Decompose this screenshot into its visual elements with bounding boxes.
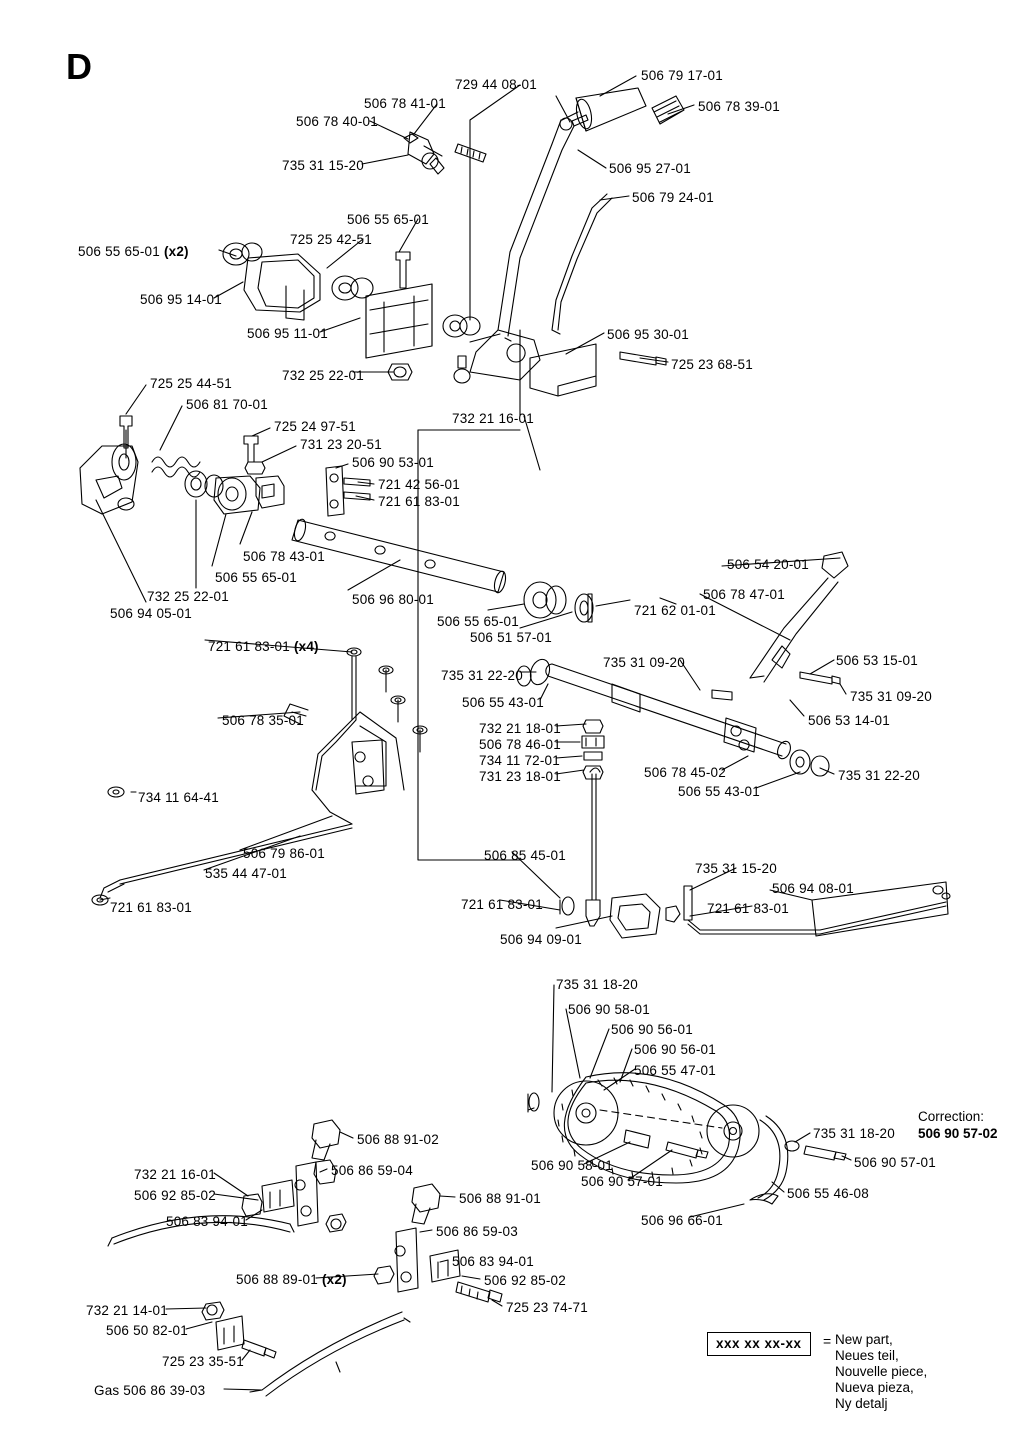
part-label-l18 (150, 376, 232, 391)
part-number-text: 506 92 85-02 (134, 1188, 216, 1203)
part-label-l23 (378, 477, 460, 492)
part-number-text: 721 61 83-01 (707, 901, 789, 916)
part-label-l16 (282, 368, 364, 383)
part-number-text: 506 90 53-01 (352, 455, 434, 470)
part-label-l10 (290, 232, 372, 247)
part-number-text: 506 94 09-01 (500, 932, 582, 947)
part-label-l78 (452, 1254, 534, 1269)
part-label-l60 (556, 977, 638, 992)
part-label-l35 (836, 653, 918, 668)
part-number-text: 506 95 30-01 (607, 327, 689, 342)
part-label-l27 (147, 589, 229, 604)
part-number-text: 506 81 70-01 (186, 397, 268, 412)
part-number-text: 506 78 39-01 (698, 99, 780, 114)
part-number-text: 506 96 66-01 (641, 1213, 723, 1228)
part-number-text: 735 31 22-20 (441, 668, 523, 683)
part-label-l80 (484, 1273, 566, 1288)
part-number-text: 506 88 91-02 (357, 1132, 439, 1147)
new-part-legend (707, 1332, 928, 1411)
part-label-l84 (162, 1354, 244, 1369)
part-number-text: 506 55 43-01 (678, 784, 760, 799)
part-number-text: 721 61 83-01 (461, 897, 543, 912)
legend-line-de: Neues teil, (835, 1348, 899, 1363)
legend-translations (835, 1332, 927, 1412)
part-number-text: 506 55 47-01 (634, 1063, 716, 1078)
part-number-text: 506 95 27-01 (609, 161, 691, 176)
part-label-l43 (479, 721, 561, 736)
part-number-text: 721 61 83-01 (378, 494, 460, 509)
part-label-l63 (634, 1042, 716, 1057)
part-number-text: 506 79 17-01 (641, 68, 723, 83)
part-label-l37 (808, 713, 890, 728)
part-label-l50 (138, 790, 219, 805)
part-label-l57 (461, 897, 543, 912)
part-number-text: 725 25 42-51 (290, 232, 372, 247)
part-label-l7 (609, 161, 691, 176)
part-label-l74 (134, 1188, 216, 1203)
correction-title: Correction: (918, 1109, 985, 1124)
part-label-l52 (205, 866, 287, 881)
legend-line-en: New part, (835, 1332, 893, 1347)
part-number-text: 735 31 09-20 (603, 655, 685, 670)
part-number-text: 506 55 46-08 (787, 1186, 869, 1201)
part-number-text: 535 44 47-01 (205, 866, 287, 881)
part-number-text: 735 31 18-20 (813, 1126, 895, 1141)
part-label-l3 (698, 99, 780, 114)
part-number-text: 506 85 45-01 (484, 848, 566, 863)
part-label-l69 (787, 1186, 869, 1201)
part-label-l15 (671, 357, 753, 372)
part-number-text: Gas 506 86 39-03 (94, 1383, 206, 1398)
part-number-text: 506 55 43-01 (462, 695, 544, 710)
part-label-l24 (378, 494, 460, 509)
part-number-text: 506 90 58-01 (531, 1158, 613, 1173)
legend-code: xxx xx xx-xx (707, 1332, 811, 1356)
legend-line-fr: Nouvelle piece, (835, 1364, 928, 1379)
part-label-l26 (215, 570, 297, 585)
part-label-l12 (140, 292, 222, 307)
part-number-text: 506 88 91-01 (459, 1191, 541, 1206)
part-label-l33 (727, 557, 809, 572)
part-quantity-text: (x2) (163, 244, 189, 259)
legend-equals: = (823, 1333, 832, 1349)
part-number-text: 506 78 46-01 (479, 737, 561, 752)
part-label-l41 (208, 639, 319, 654)
part-number-text: 506 78 45-02 (644, 765, 726, 780)
part-number-text: 506 55 65-01 (437, 614, 519, 629)
part-label-l79 (236, 1272, 347, 1287)
legend-line-sv: Ny detalj (835, 1396, 888, 1411)
part-label-l47 (644, 765, 726, 780)
part-number-text: 725 23 35-51 (162, 1354, 244, 1369)
part-number-text: 721 42 56-01 (378, 477, 460, 492)
part-quantity-text: (x2) (321, 1272, 347, 1287)
part-label-l66 (854, 1155, 936, 1170)
part-number-text: 506 86 59-04 (331, 1163, 413, 1178)
part-label-l1 (641, 68, 723, 83)
part-label-l53 (110, 900, 192, 915)
part-label-l64 (634, 1063, 716, 1078)
part-number-text: 506 54 20-01 (727, 557, 809, 572)
part-label-l39 (441, 668, 523, 683)
part-number-text: 732 21 14-01 (86, 1303, 168, 1318)
correction-note (918, 1108, 998, 1142)
part-number-text: 506 90 57-01 (854, 1155, 936, 1170)
part-label-l83 (106, 1323, 188, 1338)
part-number-text: 735 31 22-20 (838, 768, 920, 783)
part-number-text: 725 25 44-51 (150, 376, 232, 391)
part-label-l54 (484, 848, 566, 863)
part-label-l28 (352, 592, 434, 607)
part-label-l67 (531, 1158, 613, 1173)
part-number-text: 732 25 22-01 (147, 589, 229, 604)
part-label-l25 (243, 549, 325, 564)
part-label-l55 (695, 861, 777, 876)
part-number-text: 735 31 09-20 (850, 689, 932, 704)
part-label-l73 (134, 1167, 216, 1182)
part-label-l75 (459, 1191, 541, 1206)
part-label-l58 (707, 901, 789, 916)
part-number-text: 735 31 15-20 (282, 158, 364, 173)
part-label-l82 (86, 1303, 168, 1318)
part-number-text: 731 23 20-51 (300, 437, 382, 452)
part-label-l17 (452, 411, 534, 426)
part-quantity-text: (x4) (293, 639, 319, 654)
part-number-text: 734 11 64-41 (138, 790, 219, 805)
part-number-text: 506 92 85-02 (484, 1273, 566, 1288)
part-label-l4 (364, 96, 446, 111)
part-number-text: 506 95 14-01 (140, 292, 222, 307)
part-label-l85 (94, 1383, 205, 1398)
part-label-l6 (282, 158, 364, 173)
part-number-text: 506 94 08-01 (772, 881, 854, 896)
part-number-text: 729 44 08-01 (455, 77, 537, 92)
part-label-l19 (186, 397, 268, 412)
part-label-l11 (78, 244, 189, 259)
part-label-l20 (274, 419, 356, 434)
part-label-l65 (813, 1126, 895, 1141)
part-number-text: 731 23 18-01 (479, 769, 561, 784)
part-label-l49 (838, 768, 920, 783)
part-label-l22 (352, 455, 434, 470)
part-number-text: 506 90 58-01 (568, 1002, 650, 1017)
part-label-l62 (611, 1022, 693, 1037)
part-label-l71 (357, 1132, 439, 1147)
part-number-text: 506 88 89-01 (236, 1272, 318, 1287)
part-number-text: 721 61 83-01 (208, 639, 290, 654)
part-number-text: 732 21 16-01 (452, 411, 534, 426)
part-number-text: 506 53 15-01 (836, 653, 918, 668)
part-label-l68 (581, 1174, 663, 1189)
part-label-l42 (222, 713, 304, 728)
part-number-text: 506 79 24-01 (632, 190, 714, 205)
part-label-l32 (634, 603, 716, 618)
part-number-text: 506 78 43-01 (243, 549, 325, 564)
part-number-text: 506 86 59-03 (436, 1224, 518, 1239)
part-label-l9 (347, 212, 429, 227)
part-number-text: 506 78 47-01 (703, 587, 785, 602)
part-label-l59 (500, 932, 582, 947)
part-label-l81 (506, 1300, 588, 1315)
part-label-l30 (437, 614, 519, 629)
part-number-text: 506 78 40-01 (296, 114, 378, 129)
part-number-text: 732 25 22-01 (282, 368, 364, 383)
part-label-l13 (247, 326, 328, 341)
part-label-l2 (455, 77, 537, 92)
part-label-l29 (110, 606, 192, 621)
part-number-text: 506 79 86-01 (243, 846, 325, 861)
part-number-text: 506 53 14-01 (808, 713, 890, 728)
part-label-l34 (703, 587, 785, 602)
part-label-l76 (166, 1214, 248, 1229)
part-label-l40 (462, 695, 544, 710)
part-number-text: 732 21 16-01 (134, 1167, 216, 1182)
part-label-l8 (632, 190, 714, 205)
part-label-l70 (641, 1213, 723, 1228)
part-number-text: 506 78 35-01 (222, 713, 304, 728)
correction-part-number: 506 90 57-02 (918, 1126, 998, 1141)
part-label-l72 (331, 1163, 413, 1178)
part-number-text: 725 23 74-71 (506, 1300, 588, 1315)
part-number-text: 506 55 65-01 (78, 244, 160, 259)
part-label-l36 (850, 689, 932, 704)
part-number-text: 735 31 18-20 (556, 977, 638, 992)
part-number-text: 721 61 83-01 (110, 900, 192, 915)
part-label-l14 (607, 327, 689, 342)
part-number-text: 721 62 01-01 (634, 603, 716, 618)
part-label-l5 (296, 114, 378, 129)
part-number-text: 506 55 65-01 (215, 570, 297, 585)
part-number-text: 506 90 57-01 (581, 1174, 663, 1189)
part-number-text: 506 50 82-01 (106, 1323, 188, 1338)
part-number-text: 506 95 11-01 (247, 326, 328, 341)
part-label-l44 (479, 737, 561, 752)
part-number-text: 506 55 65-01 (347, 212, 429, 227)
part-number-text: 506 94 05-01 (110, 606, 192, 621)
part-label-l46 (479, 769, 561, 784)
part-label-l51 (243, 846, 325, 861)
part-number-text: 506 83 94-01 (452, 1254, 534, 1269)
part-number-text: 506 90 56-01 (634, 1042, 716, 1057)
part-label-l56 (772, 881, 854, 896)
plate-letter: D (66, 46, 93, 87)
part-number-text: 734 11 72-01 (479, 753, 560, 768)
part-number-text: 506 96 80-01 (352, 592, 434, 607)
part-number-text: 506 78 41-01 (364, 96, 446, 111)
part-number-text: 732 21 18-01 (479, 721, 561, 736)
part-number-text: 506 90 56-01 (611, 1022, 693, 1037)
part-label-l77 (436, 1224, 518, 1239)
part-number-text: 725 24 97-51 (274, 419, 356, 434)
part-label-l45 (479, 753, 560, 768)
part-label-l31 (470, 630, 552, 645)
part-number-text: 506 83 94-01 (166, 1214, 248, 1229)
part-label-l21 (300, 437, 382, 452)
part-label-l38 (603, 655, 685, 670)
part-label-l48 (678, 784, 760, 799)
part-number-text: 506 51 57-01 (470, 630, 552, 645)
part-number-text: 735 31 15-20 (695, 861, 777, 876)
part-number-text: 725 23 68-51 (671, 357, 753, 372)
legend-line-es: Nueva pieza, (835, 1380, 914, 1395)
part-label-l61 (568, 1002, 650, 1017)
